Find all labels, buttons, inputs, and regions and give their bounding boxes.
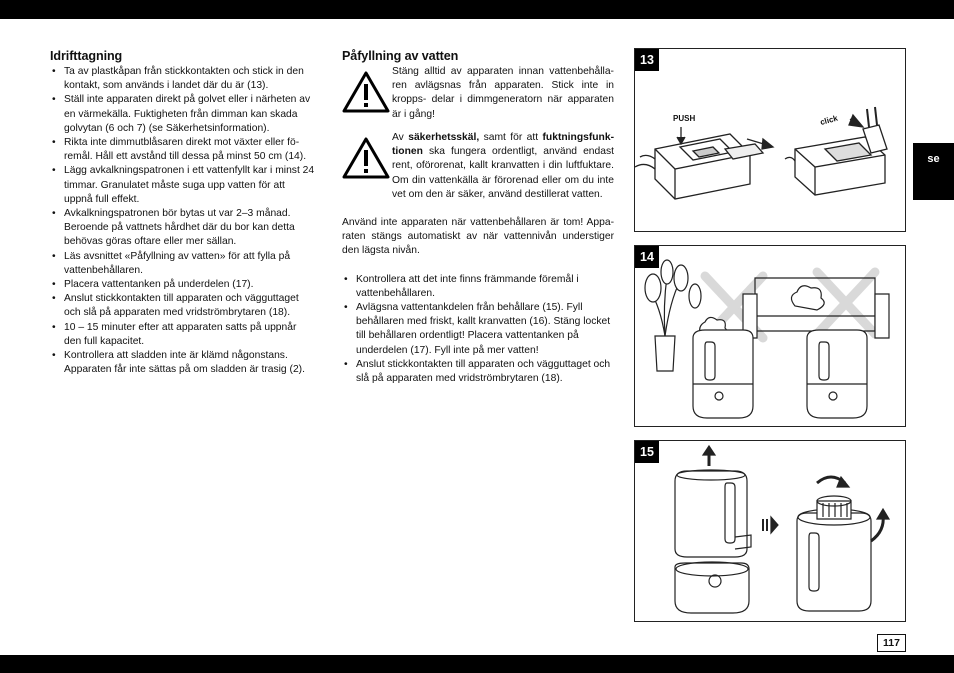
warning-block-1 [342,65,614,123]
list-item: • Avkalkningspatronen bör bytas ut var 2–3 månad. Beroende på vattnets hårdhet där du bor kan detta behövas göras oftare eller mer sällan. [50,207,315,250]
warning-text-2-prefix: Av [392,132,409,143]
startup-list [50,65,315,377]
warning-triangle-icon [342,137,390,179]
placement-illustration [635,246,905,426]
warning-block-2 [342,131,614,202]
plug-illustration [635,49,905,231]
middle-column [342,48,614,386]
top-bar [0,0,954,19]
figure-13 [634,48,906,232]
list-item: • Lägg avkalkningspatronen i ett vattenfyllt kar i minst 24 timmar. Granulatet måste suga upp vatten för att uppnå full effekt. [50,164,315,207]
warning-text-2-bold2: fuktningsfunk- tionen [392,132,614,158]
figure-15 [634,440,906,622]
list-item: • Anslut stickkontakten till apparaten och vägguttaget och slå på apparaten med vridströmbrytaren (18). [50,292,315,320]
warning-text-2-mid: samt för att [479,132,543,143]
list-item: • Placera vattentanken på underdelen (17). [50,278,315,292]
list-item: • Rikta inte dimmutblåsaren direkt mot växter eller fö- remål. Håll ett avstånd till dessa på minst 50 cm (14). [50,136,315,164]
list-item: • Kontrollera att det inte finns främmande föremål i vattenbehållaren. [342,273,614,301]
warning-text-1: Stäng alltid av apparaten innan vattenbehålla- ren avlägsnas från apparaten. Stick inte in kropps- delar i dimmgeneratorn när apparaten är i gång! [392,66,614,120]
page-number: 117 [877,634,906,652]
list-item: • Anslut stickkontakten till apparaten och vägguttaget och slå på apparaten med vridströmbrytaren (18). [342,358,614,386]
empty-tank-paragraph: Använd inte apparaten när vattenbehållaren är tom! Appa- raten stängs automatiskt av när vattennivån understiger den lägsta nivån. [342,217,614,257]
figure-14 [634,245,906,427]
figure-number: 14 [635,246,659,268]
warning-triangle-icon [342,71,390,113]
section-title-pafyllning: Påfyllning av vatten [342,49,459,63]
left-column [50,48,315,377]
cross-icon [705,272,875,338]
list-item: • Ta av plastkåpan från stickkontakten och stick in den kontakt, som används i landet där du är (13). [50,65,315,93]
warning-text-2-bold1: säkerhetsskäl, [408,132,480,143]
warning-text-2-suffix: ska fungera ordentligt, använd endast rent, oförorenat, kallt kranvatten i din luftfuktare. Om din vattenkälla är förorenad eller om du inte vet om den är säker, använd destillerat vatten. [392,146,614,200]
tank-removal-illustration [635,441,905,621]
list-item: • 10 – 15 minuter efter att apparaten satts på uppnår den full kapacitet. [50,321,315,349]
refill-list [342,273,614,387]
list-item: • Avlägsna vattentankdelen från behållare (15). Fyll behållaren med friskt, kallt kranvatten (16). Stäng locket till behållaren ordentligt! Placera vattentanken på underdelen (17). Fyll inte på mer vatten! [342,301,614,358]
section-title-idrifttagning: Idrifttagning [50,49,123,63]
list-item: • Ställ inte apparaten direkt på golvet eller i närheten av en värmekälla. Fuktigheten från dimman kan skada golvytan (6 och 7) (se Säkerhetsinformation). [50,93,315,136]
list-item: • Kontrollera att sladden inte är klämd någonstans. Apparaten får inte sättas på om sladden är trasig (2). [50,349,315,377]
push-label: PUSH [673,114,696,123]
figure-number: 15 [635,441,659,463]
language-tab: se [913,143,954,200]
bottom-bar [0,655,954,673]
list-item: • Läs avsnittet «Påfyllning av vatten» för att fylla på vattenbehållaren. [50,250,315,278]
figure-number: 13 [635,49,659,71]
click-label: click [819,113,839,127]
